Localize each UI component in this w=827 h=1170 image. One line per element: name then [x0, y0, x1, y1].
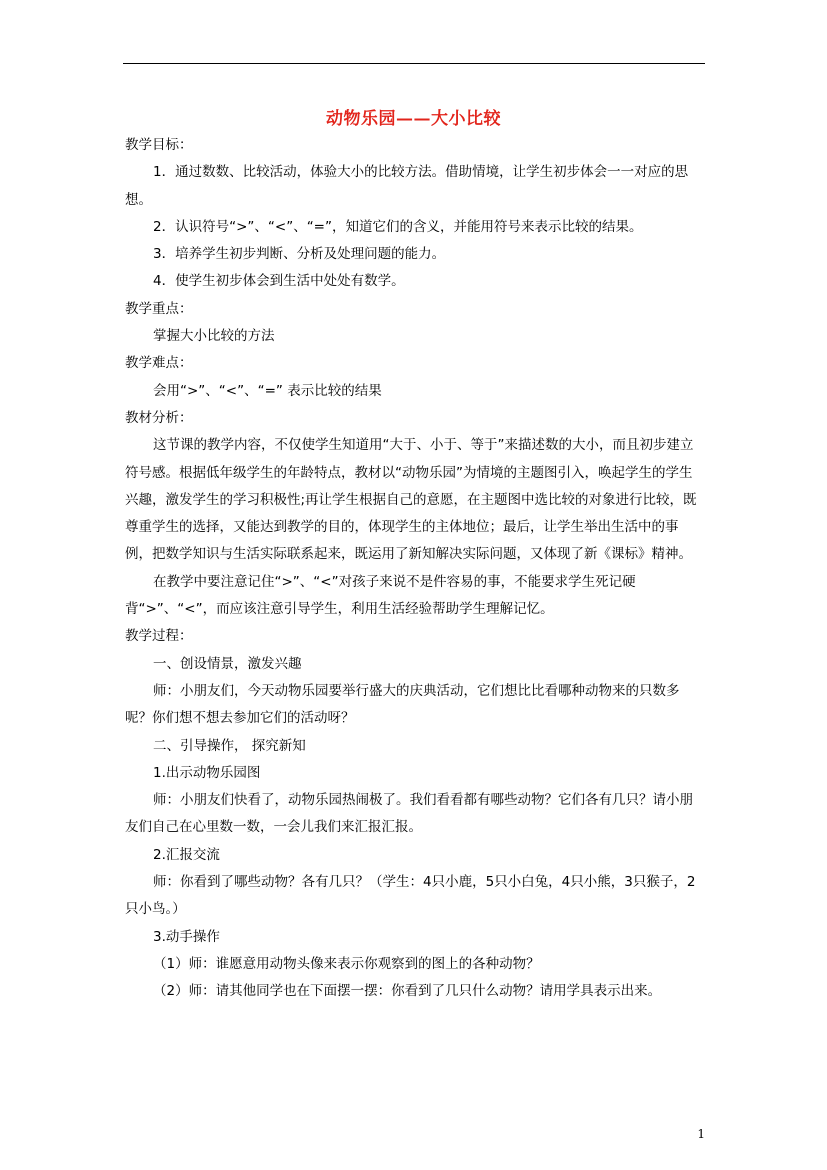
body-paragraph: 4．使学生初步体会到生活中处处有数学。 — [153, 273, 405, 290]
section-heading: 教学重点： — [125, 300, 193, 317]
body-paragraph: 3．培养学生初步判断、分析及处理问题的能力。 — [153, 246, 446, 263]
body-paragraph: 2.汇报交流 — [153, 846, 220, 863]
section-heading: 教学难点： — [125, 355, 193, 372]
body-paragraph: 师：小朋友们，今天动物乐园要举行盛大的庆典活动，它们想比比看哪种动物来的只数多呢？你们想不想去参加它们的活动呀？ — [125, 682, 680, 727]
body-paragraph: 一、创设情景，激发兴趣 — [153, 655, 302, 672]
document-body — [125, 132, 705, 1006]
body-paragraph: 掌握大小比较的方法 — [153, 328, 275, 345]
body-paragraph: 在教学中要注意记住“>”、“<”对孩子来说不是件容易的事，不能要求学生死记硬背“>”、“<”，而应该注意引导学生，利用生活经验帮助学生理解记忆。 — [125, 573, 636, 618]
page-number: 1 — [697, 1127, 705, 1141]
body-paragraph: 1.出示动物乐园图 — [153, 764, 261, 781]
section-heading: 教学过程： — [125, 628, 193, 645]
document-title: 动物乐园——大小比较 — [326, 109, 501, 129]
body-paragraph: （2）师：请其他同学也在下面摆一摆：你看到了几只什么动物？请用学具表示出来。 — [153, 983, 662, 1000]
body-paragraph: 这节课的教学内容，不仅使学生知道用“大于、小于、等于”来描述数的大小，而且初步建立符号感。根据低年级学生的年龄特点，教材以“动物乐园”为情境的主题图引入，唤起学生的学生兴趣，激发学生的学习积极性;再让学生根据自己的意愿，在主题图中选比较的对象进行比较，既尊重学生的选择，又能达到教学的目的，体现学生的主体地位；最后，让学生举出生活中的事例，把数学知识与生活实际联系起来，既运用了新知解决实际问题，又体现了新《课标》精神。 — [125, 437, 697, 563]
section-heading: 教学目标： — [125, 137, 193, 153]
body-paragraph: （1）师：谁愿意用动物头像来表示你观察到的图上的各种动物？ — [153, 955, 540, 972]
body-paragraph: 3.动手操作 — [153, 928, 220, 945]
body-paragraph: 2．认识符号“>”、“<”、“=”，知道它们的含义，并能用符号来表示比较的结果。 — [153, 218, 643, 235]
body-paragraph: 师：你看到了哪些动物？各有几只？（学生：4只小鹿，5只小白兔，4只小熊，3只猴子，2只小鸟。） — [125, 874, 696, 918]
body-paragraph: 会用“>”、“<”、“=” 表示比较的结果 — [153, 382, 382, 399]
header-rule — [123, 63, 705, 64]
section-heading: 教材分析： — [125, 409, 193, 426]
body-paragraph: 二、引导操作， 探究新知 — [153, 737, 306, 754]
body-paragraph: 1．通过数数、比较活动，体验大小的比较方法。借助情境，让学生初步体会一一对应的思想。 — [125, 164, 689, 208]
body-paragraph: 师：小朋友们快看了，动物乐园热闹极了。我们看看都有哪些动物？它们各有几只？请小朋友们自己在心里数一数，一会儿我们来汇报汇报。 — [125, 792, 693, 836]
